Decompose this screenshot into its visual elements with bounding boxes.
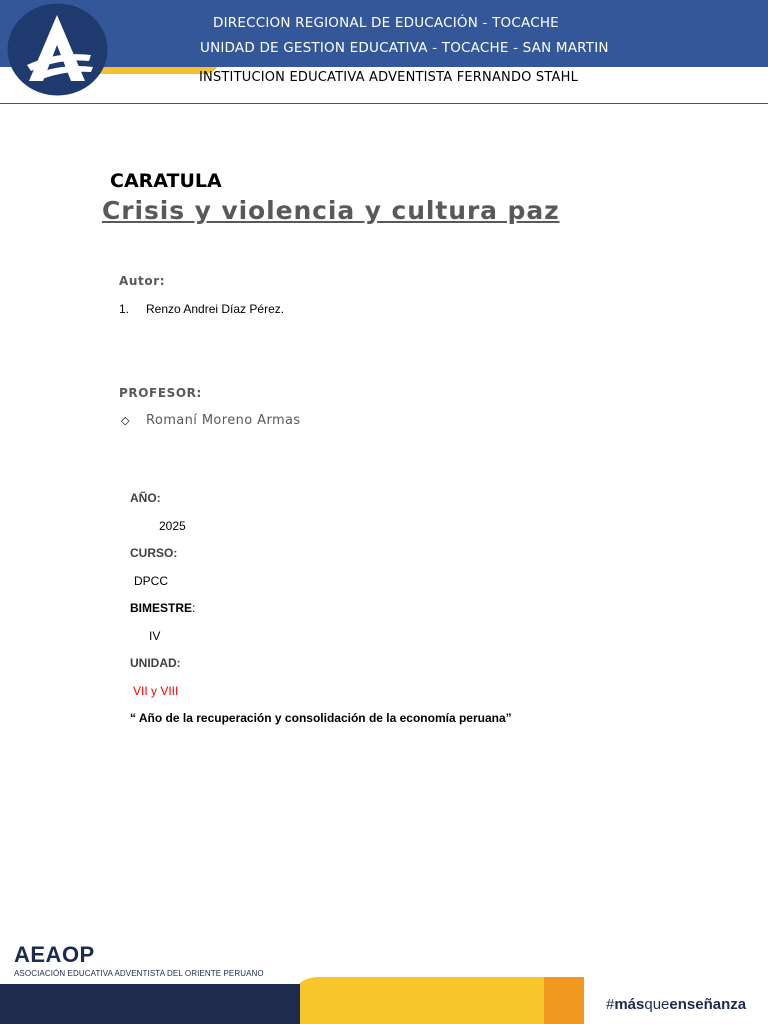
cover-heading: CARATULA (110, 170, 222, 192)
hashtag-part-2: que (644, 996, 670, 1013)
footer-orange-band (544, 977, 584, 1024)
footer-navy-band (0, 984, 300, 1024)
year-motto: “ Año de la recuperación y consolidación de la economía peruana” (130, 711, 512, 725)
course-value: DPCC (134, 574, 169, 588)
year-value: 2025 (159, 519, 186, 533)
unit-label: UNIDAD: (130, 656, 181, 670)
bimester-label-text: BIMESTRE (130, 601, 193, 615)
header-divider (0, 103, 768, 104)
author-label: Autor: (119, 274, 166, 288)
header-line-2: UNIDAD DE GESTION EDUCATIVA - TOCACHE - SAN MARTIN (200, 40, 609, 56)
footer-yellow-band (288, 977, 546, 1024)
header-band (0, 0, 768, 67)
bimester-colon: : (192, 601, 196, 615)
hashtag-mark: # (606, 996, 615, 1013)
unit-value: VII y VIII (133, 684, 179, 698)
teacher-label: PROFESOR: (119, 386, 202, 400)
header-line-3: INSTITUCION EDUCATIVA ADVENTISTA FERNANDO STAHL (199, 70, 579, 85)
hashtag-part-1: más (614, 996, 645, 1013)
header-line-1: DIRECCION REGIONAL DE EDUCACIÓN - TOCACHE (213, 15, 559, 31)
diamond-bullet-icon: ◇ (121, 415, 130, 427)
author-name: Renzo Andrei Díaz Pérez. (146, 302, 285, 316)
hashtag-part-3: enseñanza (669, 996, 747, 1013)
school-logo (7, 3, 108, 96)
year-label: AÑO: (130, 491, 161, 505)
teacher-name: Romaní Moreno Armas (146, 413, 301, 428)
document-title: Crisis y violencia y cultura paz (102, 196, 560, 225)
bimester-value: IV (149, 629, 161, 643)
footer-brand: AEAOP (14, 942, 95, 967)
course-label: CURSO: (130, 546, 178, 560)
footer-brand-subtitle: ASOCIACIÓN EDUCATIVA ADVENTISTA DEL ORIENTE PERUANO (14, 969, 264, 978)
author-list-number: 1. (119, 302, 130, 316)
footer-hashtag (606, 996, 746, 1013)
bimester-label (130, 601, 195, 615)
